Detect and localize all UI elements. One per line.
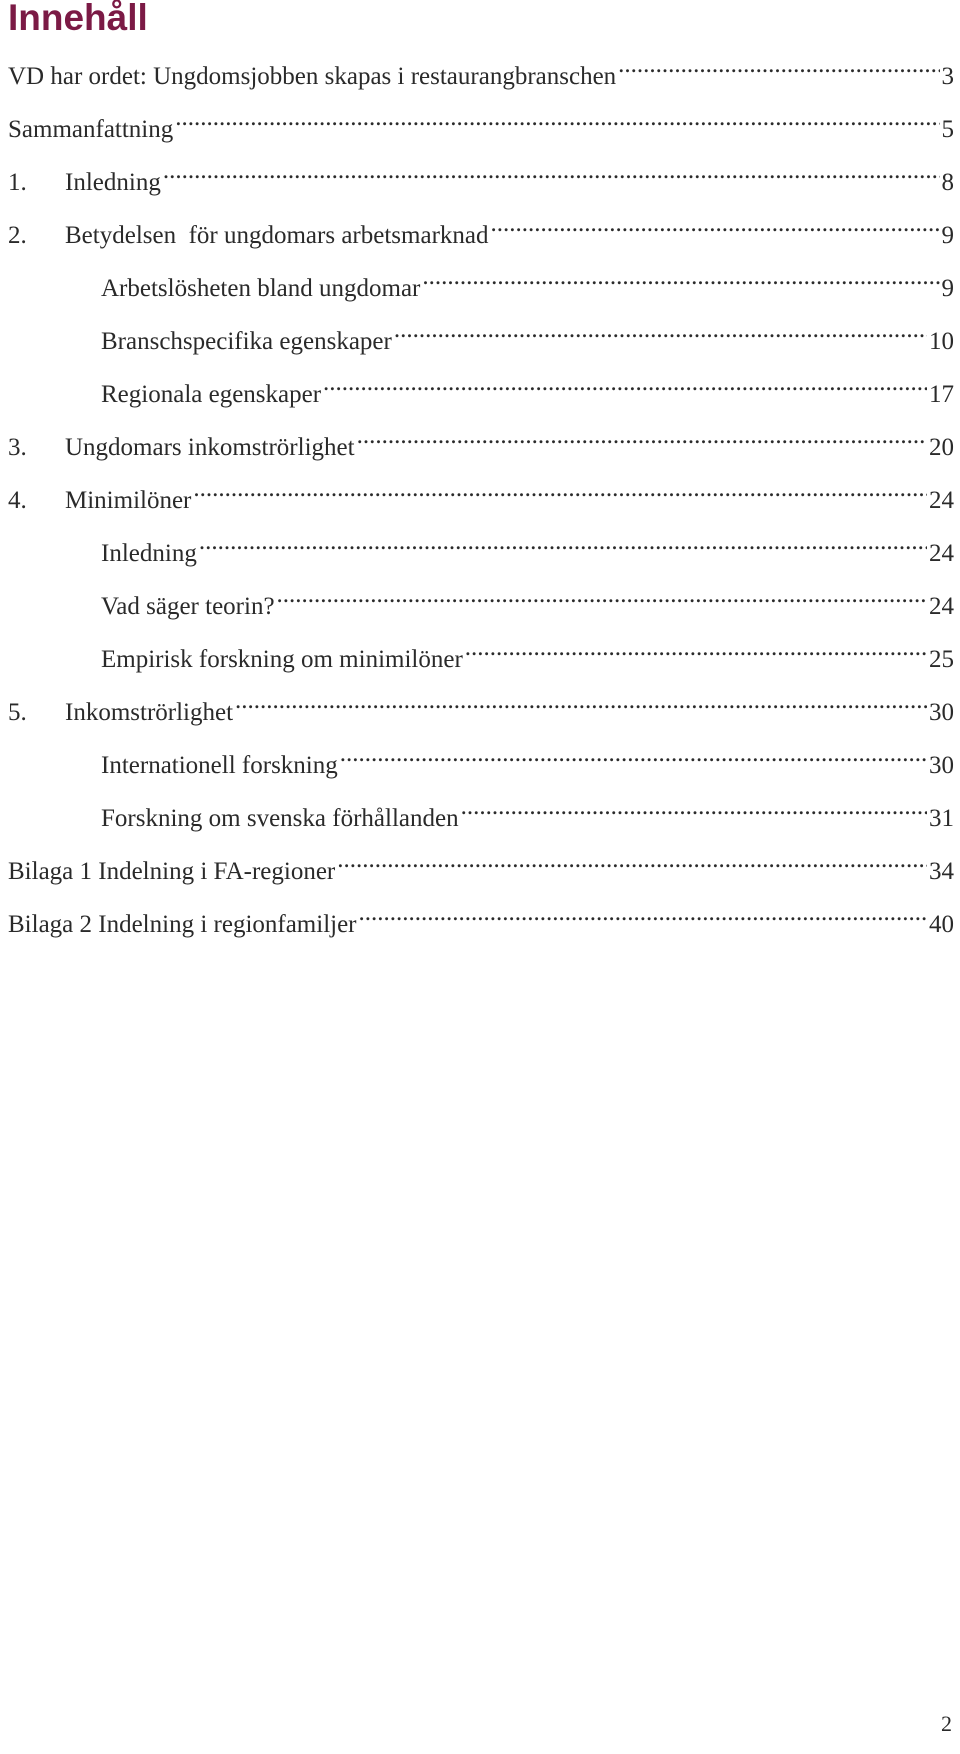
toc-entry-number: 1. [8, 169, 27, 196]
toc-entry-label: Inledning [101, 540, 197, 567]
dot-leader [175, 103, 939, 137]
dot-leader [618, 50, 939, 84]
toc-entry-page: 10 [929, 328, 954, 355]
toc-entry-bilaga-1[interactable] [8, 845, 954, 885]
toc-entry-label: Inkomströrlighet [65, 699, 234, 726]
toc-entry-label: Inledning [65, 169, 161, 196]
toc-entry-label: VD har ordet: Ungdomsjobben skapas i restaurangbranschen [8, 63, 617, 90]
toc-entry-page: 3 [941, 63, 954, 90]
toc-entry-page: 25 [929, 646, 954, 673]
dot-leader [394, 315, 927, 349]
toc-entry-bilaga-2[interactable] [8, 898, 954, 938]
dot-leader [465, 633, 927, 667]
page-title: Innehåll [8, 0, 148, 38]
toc-entry-sammanfattning[interactable] [8, 103, 954, 143]
toc-entry-page: 24 [929, 540, 954, 567]
toc-entry-label: Betydelsen för ungdomars arbetsmarknad [65, 222, 489, 249]
toc-entry-page: 17 [929, 381, 954, 408]
toc-entry-label: Internationell forskning [101, 752, 338, 779]
dot-leader [193, 474, 927, 508]
toc-entry-page: 9 [941, 275, 954, 302]
toc-entry-regionala[interactable] [101, 368, 954, 408]
toc-entry-label: Branschspecifika egenskaper [101, 328, 392, 355]
toc-entry-2-betydelsen[interactable] [8, 209, 954, 249]
toc-entry-page: 31 [929, 805, 954, 832]
toc-entry-label: Bilaga 2 Indelning i regionfamiljer [8, 911, 357, 938]
toc-entry-page: 30 [929, 699, 954, 726]
dot-leader [163, 156, 940, 190]
toc-entry-internationell-forskning[interactable] [101, 739, 954, 779]
dot-leader [357, 421, 927, 455]
toc-entry-vad-sager-teorin[interactable] [101, 580, 954, 620]
page-number: 2 [941, 1711, 952, 1736]
dot-leader [337, 845, 927, 879]
toc-entry-label: Ungdomars inkomströrlighet [65, 434, 355, 461]
toc-entry-page: 30 [929, 752, 954, 779]
dot-leader [491, 209, 940, 243]
toc-entry-arbetslosheten[interactable] [101, 262, 954, 302]
toc-entry-page: 34 [929, 858, 954, 885]
dot-leader [323, 368, 927, 402]
toc-entry-svenska-forhallanden[interactable] [101, 792, 954, 832]
toc-entry-number: 5. [8, 699, 27, 726]
dot-leader [235, 686, 927, 720]
toc-entry-5-inkomstrorlighet[interactable] [8, 686, 954, 726]
toc-entry-number: 4. [8, 487, 27, 514]
toc-entry-label: Vad säger teorin? [101, 593, 275, 620]
dot-leader [277, 580, 927, 614]
toc-entry-vd-har-ordet[interactable] [8, 50, 954, 90]
toc-entry-number: 3. [8, 434, 27, 461]
toc-entry-label: Empirisk forskning om minimilöner [101, 646, 463, 673]
toc-entry-number: 2. [8, 222, 27, 249]
toc-entry-page: 9 [941, 222, 954, 249]
toc-entry-inledning-sub[interactable] [101, 527, 954, 567]
toc-entry-label: Regionala egenskaper [101, 381, 322, 408]
dot-leader [199, 527, 927, 561]
toc-entry-page: 24 [929, 487, 954, 514]
toc-entry-label: Arbetslösheten bland ungdomar [101, 275, 421, 302]
toc-entry-page: 5 [941, 116, 954, 143]
toc-entry-page: 24 [929, 593, 954, 620]
dot-leader [359, 898, 927, 932]
toc-entry-empirisk-forskning[interactable] [101, 633, 954, 673]
dot-leader [461, 792, 927, 826]
toc-entry-page: 20 [929, 434, 954, 461]
toc-entry-label: Minimilöner [65, 487, 192, 514]
toc-entry-page: 40 [929, 911, 954, 938]
dot-leader [422, 262, 939, 296]
toc-entry-branschspecifika[interactable] [101, 315, 954, 355]
dot-leader [340, 739, 927, 773]
toc-entry-1-inledning[interactable] [8, 156, 954, 196]
toc-entry-label: Forskning om svenska förhållanden [101, 805, 459, 832]
toc-entry-label: Sammanfattning [8, 116, 174, 143]
toc-entry-page: 8 [941, 169, 954, 196]
toc-entry-label: Bilaga 1 Indelning i FA-regioner [8, 858, 336, 885]
toc-entry-3-inkomstrorlighet[interactable] [8, 421, 954, 461]
toc-entry-4-minimiloner[interactable] [8, 474, 954, 514]
